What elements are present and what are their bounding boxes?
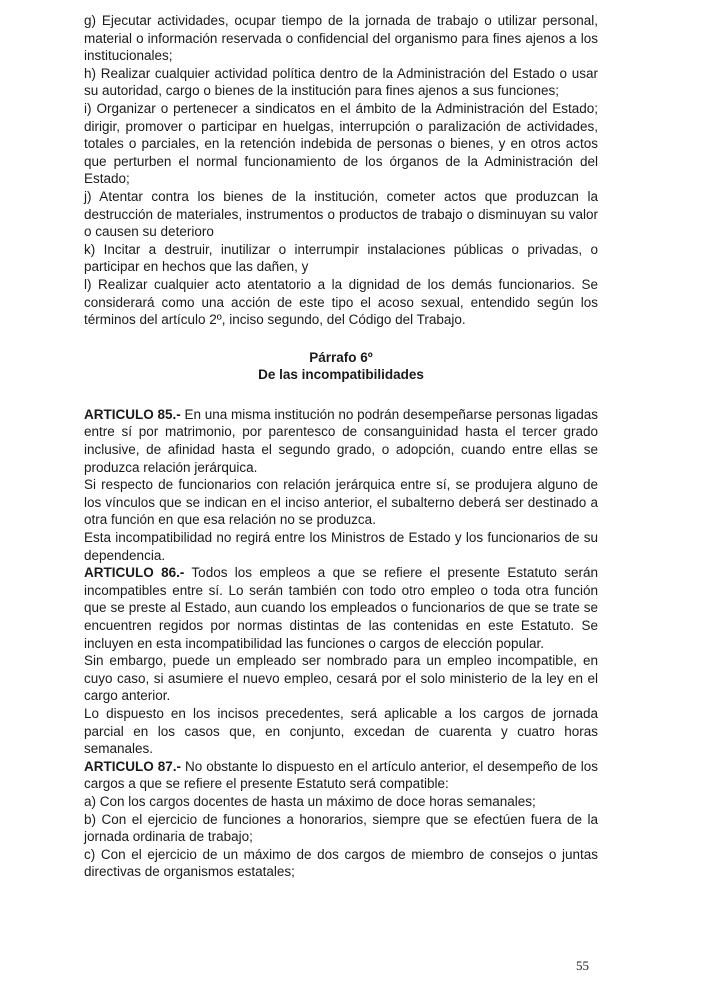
article-86-text: Todos los empleos a que se refiere el presente Estatuto serán incompatibles entre sí. Lo serán también con todo otro empleo o toda otra función que se preste al Estado, aun cuando los empleados o funcionarios de que se trate se encuentren regidos por normas distintas de las contenidas en este Estatuto. Se incluyen en esta incompatibilidad las funciones o cargos de elección popular. (84, 565, 598, 651)
article-86-label: ARTICULO 86.- (84, 565, 185, 581)
article-85 (84, 406, 598, 476)
article-85-paragraph-2: Si respecto de funcionarios con relación jerárquica entre sí, se produjera alguno de los vínculos que se indican en el inciso anterior, el subalterno deberá ser destinado a otra función en que esa relación no se produzca. (84, 477, 598, 528)
article-85-label: ARTICULO 85.- (84, 406, 181, 422)
article-87-label: ARTICULO 87.- (84, 758, 181, 774)
article-85-paragraph-3: Esta incompatibilidad no regirá entre los Ministros de Estado y los funcionarios de su dependencia. (84, 530, 598, 563)
article-85-text: En una misma institución no podrán desempeñarse personas ligadas entre sí por matrimonio, por parentesco de consanguinidad hasta el tercer grado inclusive, de afinidad hasta el segundo grado, o adopción, cuando entre ellas se produzca relación jerárquica. (84, 406, 599, 475)
section-heading (84, 349, 598, 384)
clause-h: h) Realizar cualquier actividad política dentro de la Administración del Estado o usar su autoridad, cargo o bienes de la institución para fines ajenos a sus funciones; (84, 65, 598, 99)
article-87-text: No obstante lo dispuesto en el artículo anterior, el desempeño de los cargos a que se refiere el presente Estatuto será compatible: (84, 758, 598, 792)
clause-j: j) Atentar contra los bienes de la institución, cometer actos que produzcan la destrucción de materiales, instrumentos o productos de trabajo o disminuyan su valor o causen su deterioro (84, 188, 598, 240)
clause-g: g) Ejecutar actividades, ocupar tiempo de la jornada de trabajo o utilizar personal, material o información reservada o confidencial del organismo para fines ajenos a los institucionales; (84, 13, 598, 64)
article-86-paragraph-3: Lo dispuesto en los incisos precedentes, será aplicable a los cargos de jornada parcial en los casos que, en conjunto, excedan de cuarenta y cuatro horas semanales. (84, 705, 598, 757)
article-86 (84, 564, 598, 652)
article-86-paragraph-2: Sin embargo, puede un empleado ser nombrado para un empleo incompatible, en cuyo caso, si asumiere el nuevo empleo, cesará por el solo ministerio de la ley en el cargo anterior. (84, 653, 598, 704)
section-title: De las incompatibilidades (258, 367, 424, 383)
clause-l: l) Realizar cualquier acto atentatorio a la dignidad de los demás funcionarios. Se considerará como una acción de este tipo el acoso sexual, entendido según los términos del artículo 2º, inciso segundo, del Código del Trabajo. (84, 276, 598, 328)
clause-k: k) Incitar a destruir, inutilizar o interrumpir instalaciones públicas o privadas, o participar en hechos que las dañen, y (84, 241, 598, 275)
article-87-item-b: b) Con el ejercicio de funciones a honorarios, siempre que se efectúen fuera de la jornada ordinaria de trabajo; (84, 811, 598, 845)
article-87 (84, 758, 598, 793)
page-number: 55 (576, 958, 589, 973)
article-87-item-a: a) Con los cargos docentes de hasta un máximo de doce horas semanales; (84, 793, 536, 809)
article-87-item-c: c) Con el ejercicio de un máximo de dos cargos de miembro de consejos o juntas directivas de organismos estatales; (84, 846, 598, 880)
section-number: Párrafo 6º (309, 349, 373, 365)
document-body (84, 12, 598, 881)
clause-i: i) Organizar o pertenecer a sindicatos en el ámbito de la Administración del Estado; dirigir, promover o participar en huelgas, interrupción o paralización de actividades, totales o parciales, en la retención indebida de personas o bienes, y en otros actos que perturben el normal funcionamiento de los órganos de la Administración del Estado; (84, 100, 598, 187)
